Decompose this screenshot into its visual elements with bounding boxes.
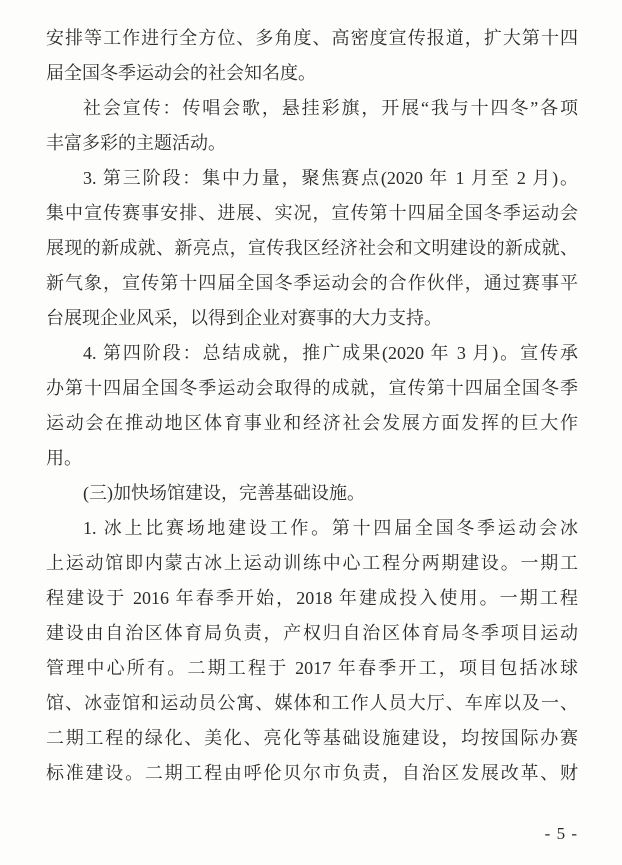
text-line: 社会宣传：传唱会歌，悬挂彩旗，开展“我与十四冬”各项 [83,98,578,118]
text-line: 安排等工作进行全方位、多角度、高密度宣传报道，扩大第十四 [46,28,578,48]
text-line: 届全国冬季运动会的社会知名度。 [46,63,316,83]
text-line: 3. 第三阶段：集中力量，聚焦赛点(2020 年 1 月至 2 月)。 [83,168,578,188]
text-line: 展现的新成就、新亮点，宣传我区经济社会和文明建设的新成就、 [46,238,578,258]
text-line: 程建设于 2016 年春季开始，2018 年建成投入使用。一期工程 [46,588,578,608]
text-line: 办第十四届全国冬季运动会取得的成就，宣传第十四届全国冬季 [46,378,578,398]
text-line: 集中宣传赛事安排、进展、实况，宣传第十四届全国冬季运动会 [46,203,578,223]
text-line: (三)加快场馆建设，完善基础设施。 [83,483,365,503]
text-line: 管理中心所有。二期工程于 2017 年春季开工，项目包括冰球 [46,658,578,678]
text-line: 上运动馆即内蒙古冰上运动训练中心工程分两期建设。一期工 [46,553,578,573]
page-number: - 5 - [544,824,578,843]
text-line: 用。 [46,448,82,468]
text-line: 4. 第四阶段：总结成就，推广成果(2020 年 3 月)。宣传承 [83,343,578,363]
text-line: 1. 冰上比赛场地建设工作。第十四届全国冬季运动会冰 [83,518,578,538]
text-line: 丰富多彩的主题活动。 [46,133,226,153]
body-text [46,21,578,791]
text-line: 运动会在推动地区体育事业和经济社会发展方面发挥的巨大作 [46,413,578,433]
text-line: 台展现企业风采，以得到企业对赛事的大力支持。 [46,308,442,328]
text-line: 建设由自治区体育局负责，产权归自治区体育局冬季项目运动 [46,623,578,643]
text-line: 二期工程的绿化、美化、亮化等基础设施建设，均按国际办赛 [46,728,578,748]
text-line: 新气象，宣传第十四届全国冬季运动会的合作伙伴，通过赛事平 [46,273,578,293]
text-line: 标准建设。二期工程由呼伦贝尔市负责，自治区发展改革、财 [46,763,578,783]
text-line: 馆、冰壶馆和运动员公寓、媒体和工作人员大厅、车库以及一、 [46,693,578,713]
